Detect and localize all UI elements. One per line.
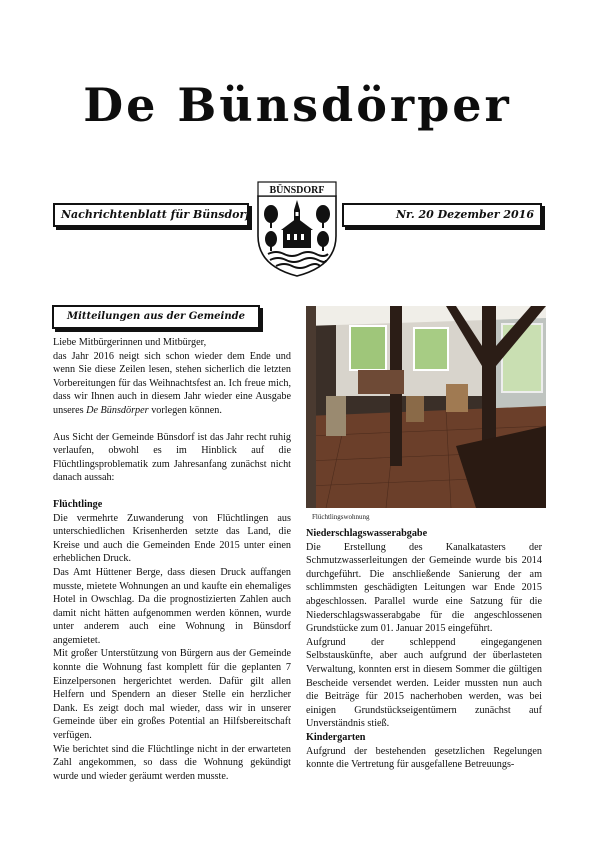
paragraph: Aufgrund der schleppend eingegangenen Selbstauskünfte, aber auch aufgrund der überlasteten Verwaltung, konnten erst in diesem Sommer die gültigen Bescheide versendet werden. Leider mussten nun auch die Beiträge für 2015 nacherhoben werden, was bei einigen Grundstückseigentümern zunächst auf Unverständnis stieß. <box>306 636 542 730</box>
paragraph: Aufgrund der bestehenden gesetzlichen Regelungen konnte die Vertretung für ausgefallene Betreuungs- <box>306 745 542 771</box>
left-column <box>53 336 291 783</box>
paragraph: Die vermehrte Zuwanderung von Flüchtlingen aus unterschiedlichen Krisenherden setzte das Land, die Kreise und auch die Gemeinden Ende 2015 unter einen erheblichen Druck. <box>53 512 291 565</box>
paragraph: Mit großer Unterstützung von Bürgern aus der Gemeinde konnte die Wohnung fast komplett für die geplanten 7 Einzelpersonen hergerichtet werden. Dafür gilt allen Helfern und Spendern an dieser Stelle ein herzlicher Dank. Es zeigt doch mal wieder, dass wir in unserer Gemeinde über ein großes Potential an Hilfsbereitschaft verfügen. <box>53 648 291 742</box>
right-column <box>306 527 542 772</box>
section-title: Mitteilungen aus der Gemeinde <box>52 305 260 329</box>
newsletter-subtitle: Nachrichtenblatt für Bünsdorf <box>53 203 249 227</box>
heading-kindergarten: Kindergarten <box>306 731 366 743</box>
apartment-photo <box>306 306 546 508</box>
greeting: Liebe Mitbürgerinnen und Mitbürger, <box>53 337 207 348</box>
issue-number-date: Nr. 20 Dezember 2016 <box>342 203 542 227</box>
photo-caption: Flüchtlingswohnung <box>312 513 370 521</box>
paragraph: Wie berichtet sind die Flüchtlinge nicht in der erwarteten Zahl angekommen, so dass die Wohnung gekündigt wurde und wieder geräumt werden musste. <box>53 743 291 782</box>
paragraph: Das Amt Hüttener Berge, dass diesen Druck auffangen musste, mietete Wohnungen an und kaufte ein ehemaliges Hotel in Owschlag. Da die prognostizierten Zahlen auch damit nicht hätten aufgenommen werden können, wurde unter anderem auch eine Wohnung in Bünsdorf angemietet. <box>53 566 291 646</box>
intro-paragraph: das Jahr 2016 neigt sich schon wieder dem Ende und wenn Sie diese Zeilen lesen, stehen sicherlich die letzten Vorbereitungen für das Weihnachtsfest an. Ich freue mich, dass wir Ihnen auch in diesem Jahr wieder eine Ausgabe unseres De Bünsdörper vorlegen können. <box>53 350 291 416</box>
heading-niederschlagswasserabgabe: Niederschlagswasserabgabe <box>306 528 428 539</box>
masthead-title: De Bünsdörper <box>83 78 512 132</box>
crest-label: BÜNSDORF <box>269 185 325 196</box>
paragraph: Die Erstellung des Kanalkatasters der Schmutzwasserleitungen der Gemeinde wurde bis 2014 durchgeführt. Die anschließende Sanierung der am schlimmsten geschädigten Leitungen war Ende 2015 abgeschlossen. Parallel wurde eine Satzung für die Niederschlagswasserabgabe für die angeschlossenen Grundstücke zum 01. Januar 2015 eingeführt. <box>306 541 542 635</box>
intro-paragraph-2: Aus Sicht der Gemeinde Bünsdorf ist das Jahr recht ruhig verlaufen, obwohl es im Hinblick auf die Flüchtlingsproblematik zum Jahresanfang zunächst nicht danach aussah: <box>53 431 291 484</box>
heading-fluechtlinge: Flüchtlinge <box>53 498 103 510</box>
coat-of-arms-icon <box>254 178 340 278</box>
